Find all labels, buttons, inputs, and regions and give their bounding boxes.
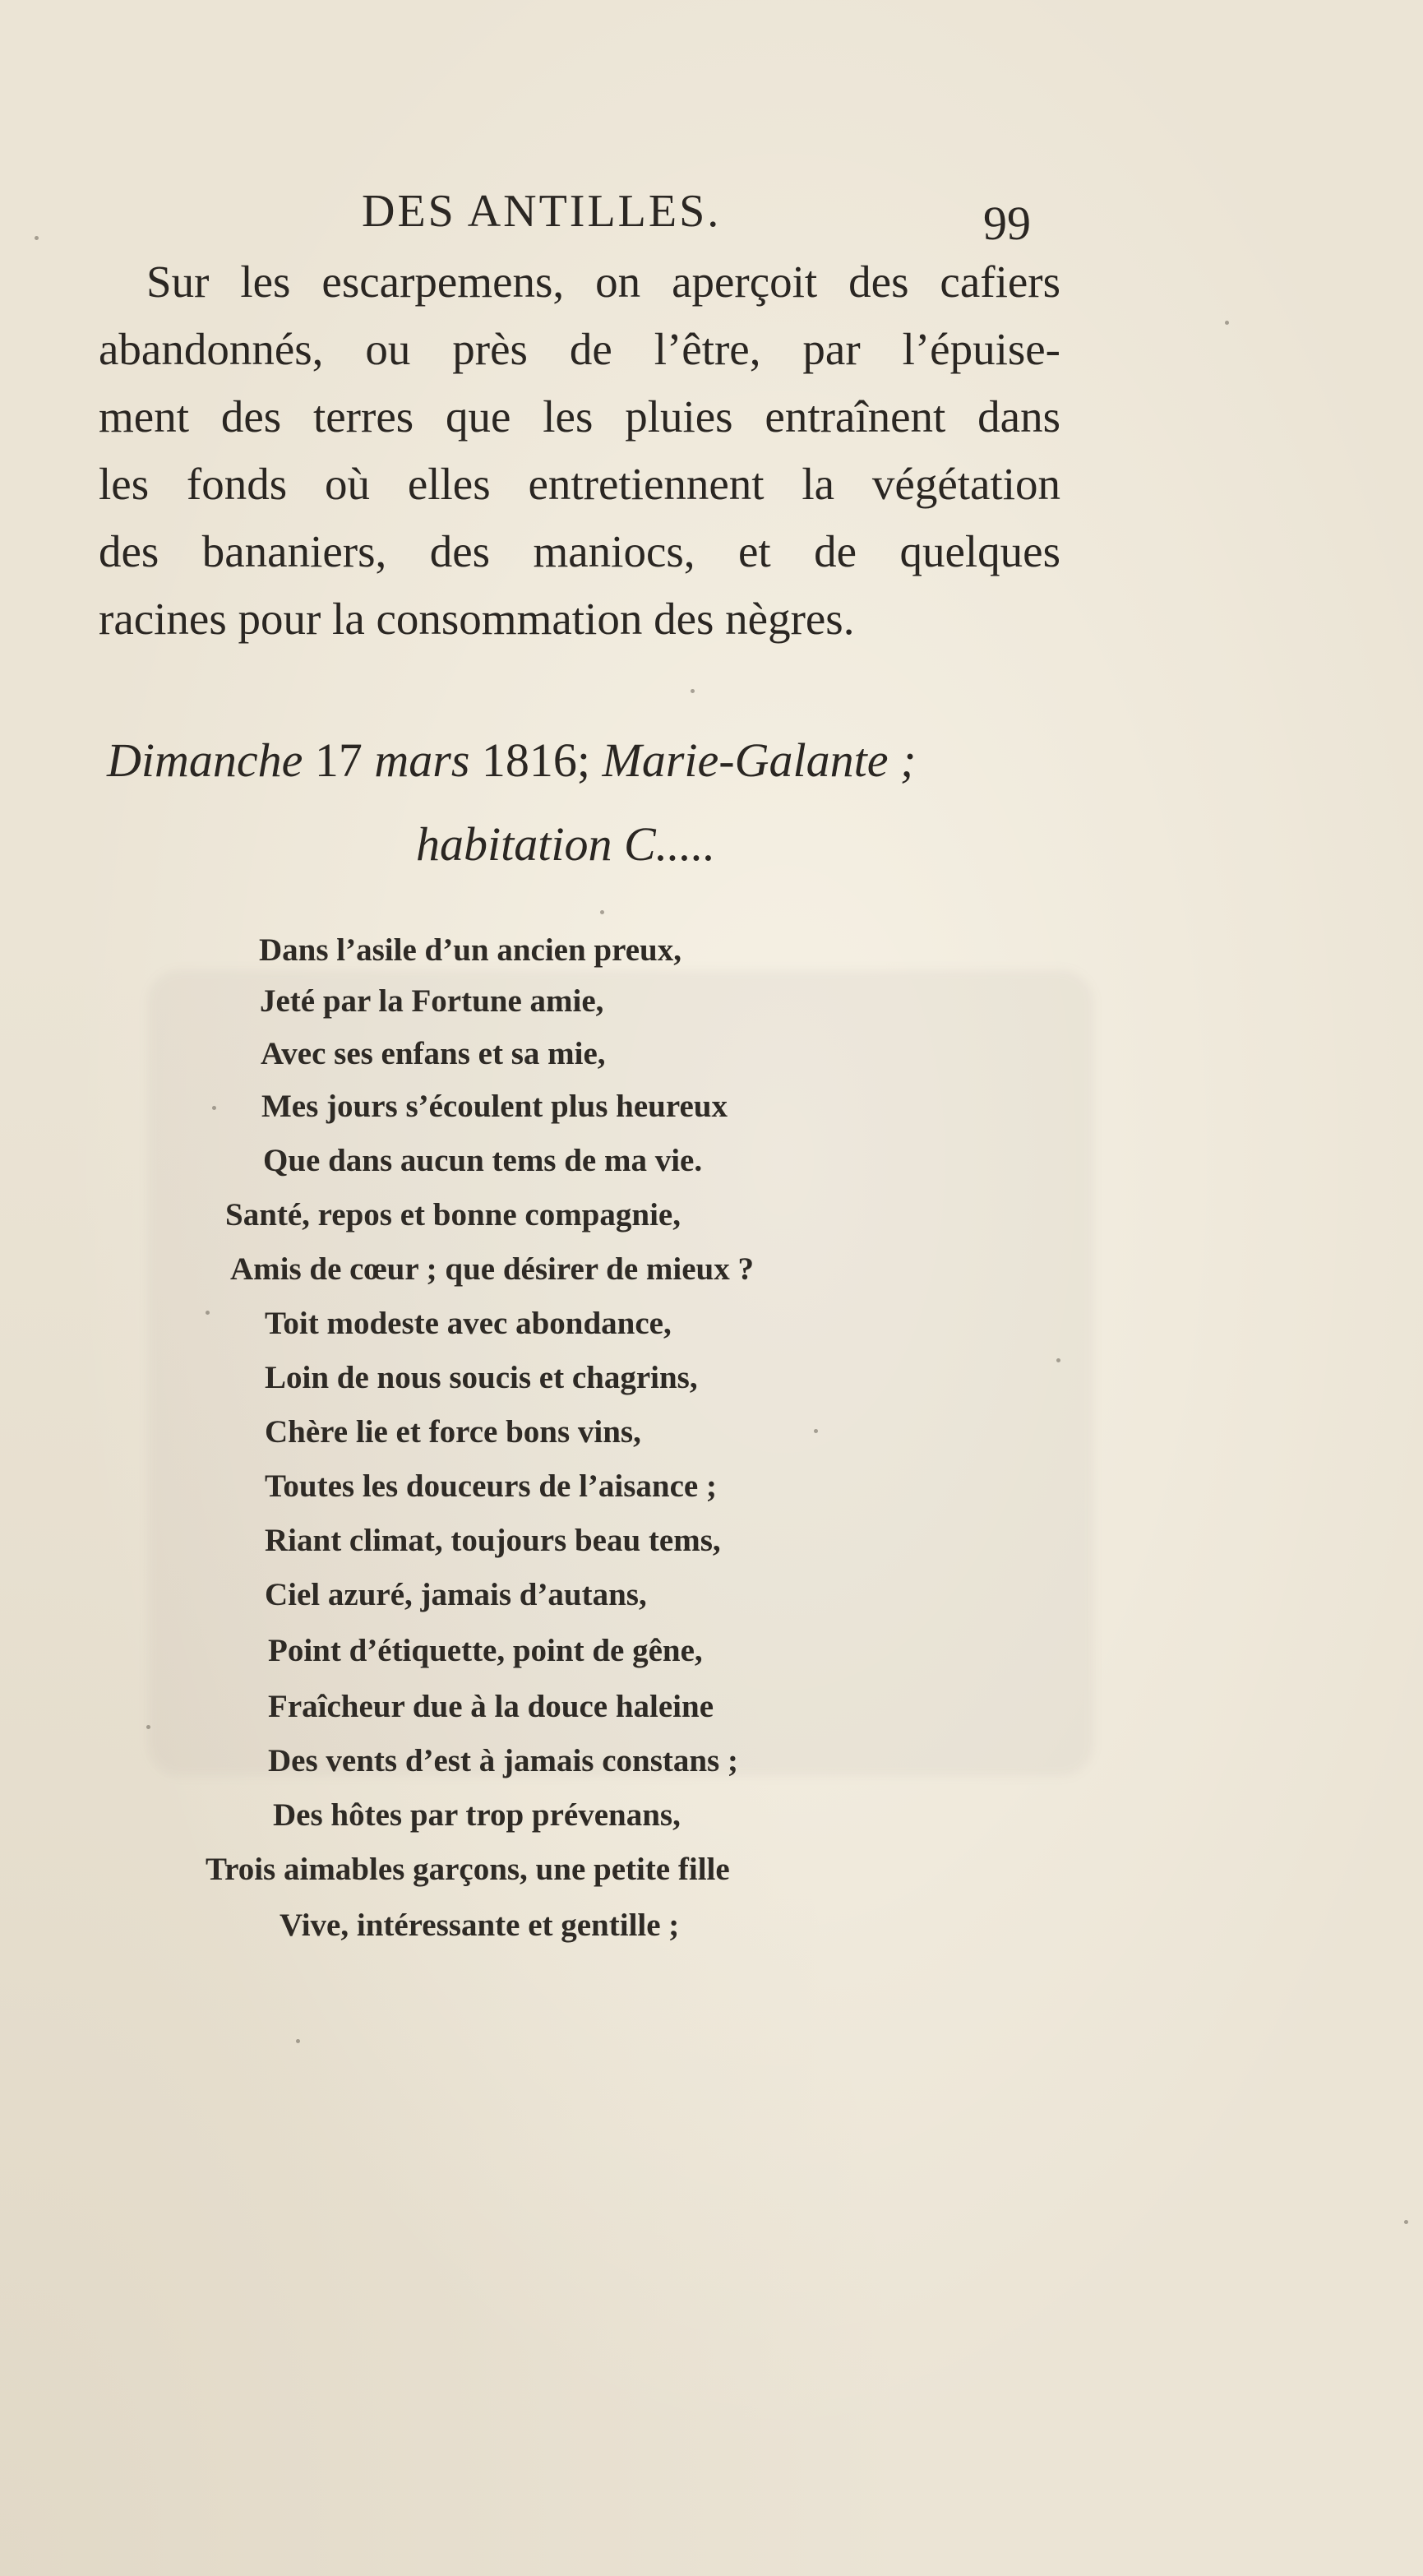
prose-line: les fonds où elles entretiennent la végétation bbox=[99, 459, 1060, 509]
page-number: 99 bbox=[983, 197, 1031, 250]
poem-line: Avec ses enfans et sa mie, bbox=[261, 1036, 606, 1071]
running-head: DES ANTILLES. bbox=[362, 186, 722, 237]
paper-speck bbox=[1225, 321, 1229, 325]
heading-month: mars bbox=[374, 733, 470, 787]
poem-line: Des hôtes par trop prévenans, bbox=[273, 1797, 681, 1833]
paper-speck bbox=[600, 910, 604, 914]
poem-line: Vive, intéressante et gentille ; bbox=[280, 1908, 680, 1943]
poem-line: Amis de cœur ; que désirer de mieux ? bbox=[230, 1251, 754, 1287]
prose-line: ment des terres que les pluies entraînent dans bbox=[99, 391, 1060, 442]
paper-speck bbox=[212, 1106, 216, 1110]
heading-date: 17 bbox=[314, 733, 363, 787]
poem-line: Dans l’asile d’un ancien preux, bbox=[259, 932, 681, 968]
poem-line: Toutes les douceurs de l’aisance ; bbox=[265, 1468, 717, 1504]
poem-line: Jeté par la Fortune amie, bbox=[260, 983, 604, 1019]
poem-line: Santé, repos et bonne compagnie, bbox=[225, 1197, 681, 1233]
paper-speck bbox=[146, 1725, 150, 1729]
poem-line: Loin de nous soucis et chagrins, bbox=[265, 1360, 698, 1395]
poem-line: Point d’étiquette, point de gêne, bbox=[268, 1633, 703, 1668]
poem-line: Des vents d’est à jamais constans ; bbox=[268, 1743, 738, 1778]
poem-line: Ciel azuré, jamais d’autans, bbox=[265, 1577, 647, 1612]
paper-speck bbox=[296, 2039, 300, 2043]
entry-heading-habitation: habitation C..... bbox=[416, 817, 716, 871]
poem-line: Que dans aucun tems de ma vie. bbox=[263, 1143, 703, 1178]
entry-heading bbox=[107, 732, 1069, 789]
paper-speck bbox=[1056, 1358, 1060, 1362]
poem-line: Riant climat, toujours beau tems, bbox=[265, 1523, 721, 1558]
heading-day: Dimanche bbox=[107, 733, 303, 787]
poem-line: Trois aimables garçons, une petite fille bbox=[206, 1852, 730, 1887]
prose-line: racines pour la consommation des nègres. bbox=[99, 594, 855, 644]
poem-line: Fraîcheur due à la douce haleine bbox=[268, 1689, 714, 1724]
prose-line: des bananiers, des maniocs, et de quelques bbox=[99, 526, 1060, 576]
paper-speck bbox=[35, 236, 39, 240]
paper-speck bbox=[814, 1429, 818, 1433]
poem-line: Toit modeste avec abondance, bbox=[265, 1306, 672, 1341]
heading-year: 1816; bbox=[481, 733, 591, 787]
poem-line: Mes jours s’écoulent plus heureux bbox=[261, 1089, 728, 1124]
poem-line: Chère lie et force bons vins, bbox=[265, 1414, 641, 1450]
paper-speck bbox=[691, 689, 695, 693]
prose-paragraph bbox=[99, 248, 1060, 653]
prose-line: Sur les escarpemens, on aperçoit des cafiers bbox=[146, 257, 1060, 307]
paper-speck bbox=[206, 1311, 210, 1315]
heading-place: Marie-Galante ; bbox=[602, 733, 917, 787]
prose-line: abandonnés, ou près de l’être, par l’épuise- bbox=[99, 324, 1060, 374]
paper-speck bbox=[1404, 2220, 1408, 2224]
